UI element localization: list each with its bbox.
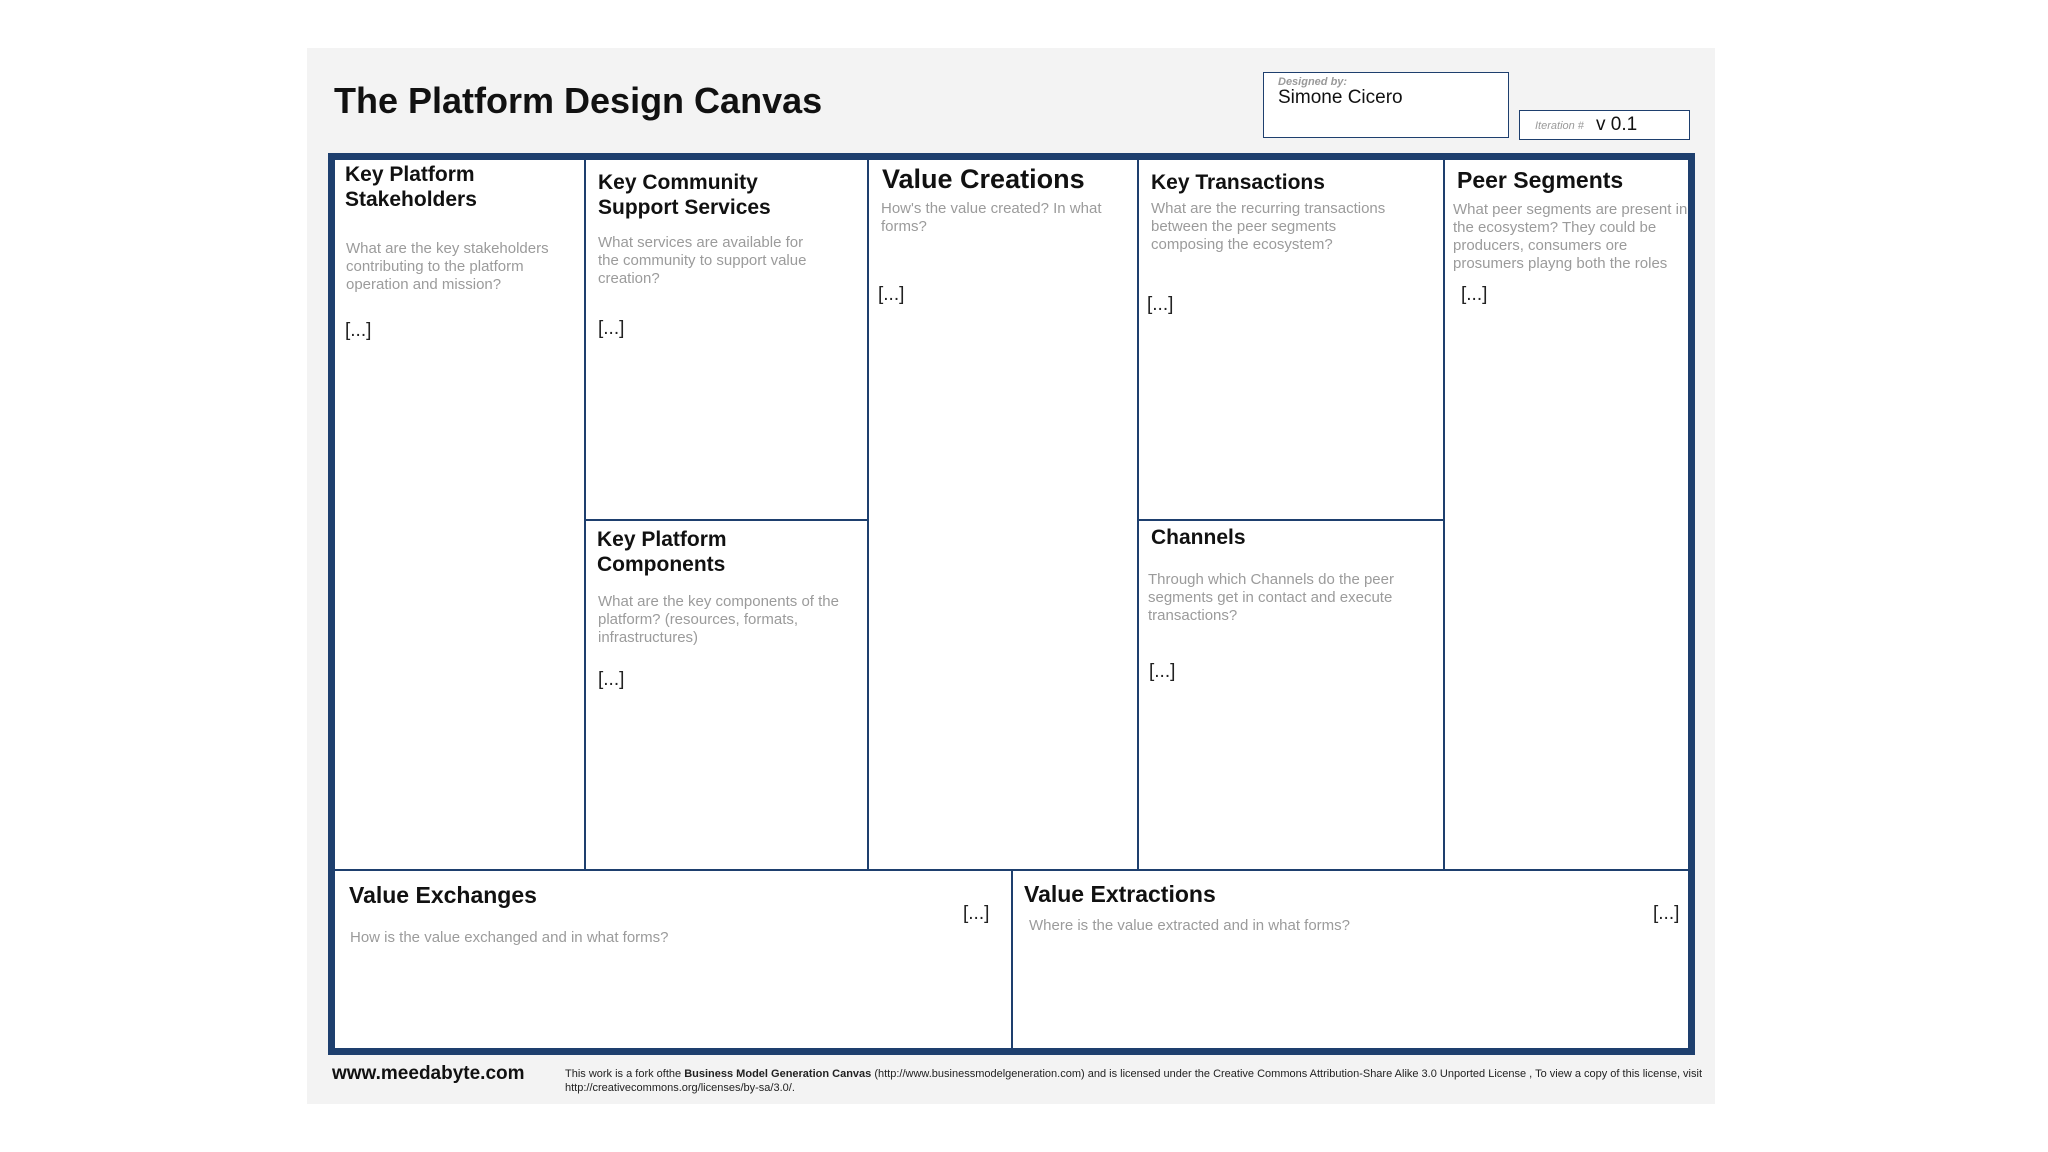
cell-question: Through which Channels do the peer segments get in contact and execute transactions? <box>1148 571 1394 624</box>
cell-key-platform-components[interactable] <box>584 519 869 871</box>
website-link[interactable]: www.meedabyte.com <box>332 1063 525 1084</box>
cell-key-transactions[interactable] <box>1137 158 1445 521</box>
canvas-grid <box>328 153 1695 1055</box>
cell-question: What peer segments are present in the ecosystem? They could be producers, consumers ore prosumers playng both the roles <box>1453 201 1688 272</box>
cell-title: Key Platform Stakeholders <box>345 163 477 211</box>
cell-placeholder: [...] <box>1461 284 1488 305</box>
iteration-box[interactable] <box>1519 110 1690 140</box>
cell-value-extractions[interactable] <box>1011 869 1690 1050</box>
cell-placeholder: [...] <box>598 318 625 339</box>
cell-channels[interactable] <box>1137 519 1445 871</box>
license-prefix: This work is a fork ofthe <box>565 1068 685 1080</box>
cell-question: What are the key stakeholders contributing to the platform operation and mission? <box>346 240 549 293</box>
designed-by-label: Designed by: <box>1278 76 1348 88</box>
iteration-value: v 0.1 <box>1596 114 1638 135</box>
cell-title: Channels <box>1151 526 1246 549</box>
cell-placeholder: [...] <box>345 320 372 341</box>
cell-title: Value Exchanges <box>349 882 537 908</box>
cell-title: Key Platform Components <box>597 528 727 576</box>
cell-question: What are the recurring transactions between the peer segments composing the ecosystem? <box>1151 200 1386 253</box>
cell-placeholder: [...] <box>1149 661 1176 682</box>
cell-key-community-support-services[interactable] <box>584 158 869 521</box>
license-bold: Business Model Generation Canvas <box>684 1068 872 1080</box>
iteration-label: Iteration # <box>1535 120 1584 132</box>
cell-title: Peer Segments <box>1457 167 1624 193</box>
cell-value-exchanges[interactable] <box>333 869 1013 1050</box>
cell-question: Where is the value extracted and in what forms? <box>1029 917 1350 934</box>
designed-by-box[interactable] <box>1263 72 1509 138</box>
license-text <box>565 1067 1715 1095</box>
page-title: The Platform Design Canvas <box>334 80 823 121</box>
cell-placeholder: [...] <box>598 669 625 690</box>
cell-question: How's the value created? In what forms? <box>881 200 1102 235</box>
cell-title: Key Transactions <box>1151 171 1325 194</box>
cell-placeholder: [...] <box>1653 903 1680 924</box>
cell-peer-segments[interactable] <box>1443 158 1690 871</box>
cell-title: Key Community Support Services <box>598 171 771 219</box>
cell-title: Value Extractions <box>1024 881 1216 907</box>
cell-question: What are the key components of the platform? (resources, formats, infrastructures) <box>598 593 839 646</box>
designed-by-value: Simone Cicero <box>1278 87 1403 108</box>
license-suffix: (http://www.businessmodelgeneration.com) and is licensed under the Creative Commons Attribution-Share Alike 3.0 Unported License , To view a copy of this license, visit http://creativecommons.org/licenses/by-sa/3.0/. <box>565 1068 1702 1094</box>
cell-title: Value Creations <box>882 164 1085 194</box>
cell-question: What services are available for the community to support value creation? <box>598 234 807 287</box>
cell-question: How is the value exchanged and in what forms? <box>350 929 669 946</box>
cell-key-platform-stakeholders[interactable] <box>333 158 586 871</box>
cell-placeholder: [...] <box>878 284 905 305</box>
cell-placeholder: [...] <box>1147 294 1174 315</box>
cell-value-creations[interactable] <box>867 158 1139 871</box>
cell-placeholder: [...] <box>963 903 990 924</box>
